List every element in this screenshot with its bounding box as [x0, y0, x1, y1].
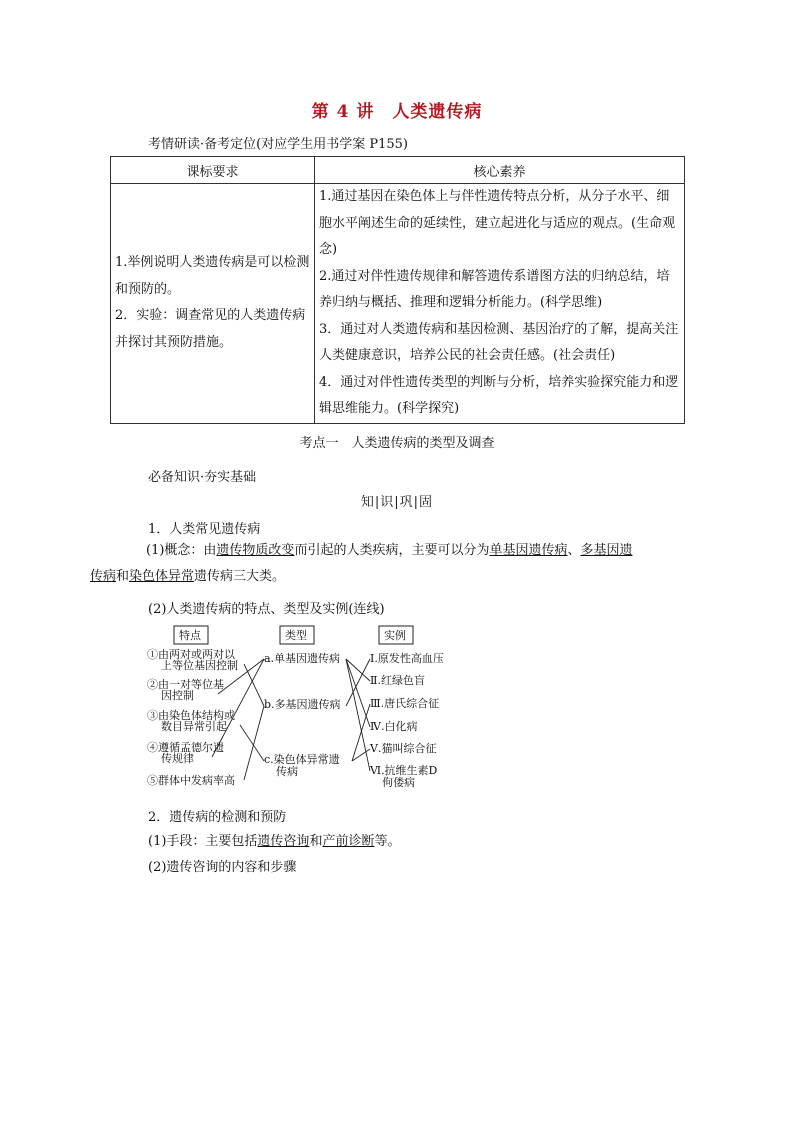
standards-cell	[111, 184, 315, 424]
item-2-2: (2)遗传咨询的内容和步骤	[148, 860, 297, 875]
feature-1-line2: 上等位基因控制	[161, 659, 238, 672]
item-1-heading: 1．人类常见遗传病	[148, 522, 261, 537]
page-title: 第 4 讲 人类遗传病	[311, 102, 483, 122]
literacy-item: 3．通过对人类遗传病和基因检测、基因治疗的了解，提高关注人类健康意识，培养公民的社会责任感。(社会责任)	[319, 321, 679, 363]
link-line	[346, 659, 370, 706]
section-title: 考点一 人类遗传病的类型及调查	[299, 436, 495, 451]
underline-term: 多基因遗	[580, 543, 633, 558]
type-c-line2: 传病	[276, 765, 298, 778]
header-examples: 实例	[384, 629, 406, 642]
header-types: 类型	[285, 629, 307, 642]
feature-3-line2: 数目异常引起	[161, 720, 227, 733]
section-subtitle: 必备知识·夯实基础	[148, 470, 257, 485]
underline-term: 产前诊断	[322, 834, 375, 849]
underline-term: 遗传物质改变	[216, 543, 295, 558]
type-a: a.单基因遗传病	[264, 652, 341, 665]
link-line	[240, 725, 264, 761]
example-6-line2: 佝偻病	[382, 776, 415, 789]
header-features: 特点	[179, 629, 201, 642]
link-line	[244, 664, 264, 706]
feature-4-line2: 传规律	[161, 752, 194, 765]
literacy-item: 2.通过对伴性遗传规律和解答遗传系谱图方法的归纳总结，培养归纳与概括、推理和逻辑分析能力。(科学思维)	[319, 268, 670, 310]
underline-term: 单基因遗传病	[489, 543, 568, 558]
concept-paragraph: (1)概念：由遗传物质改变而引起的人类疾病，主要可以分为单基因遗传病、多基因遗 传病和染色体异常遗传病三大类。	[90, 543, 633, 584]
literacy-cell	[315, 184, 685, 424]
standard-item: 1.举例说明人类遗传病是可以检测和预防的。	[115, 255, 310, 297]
feature-1-line1: ①由两对或两对以	[147, 648, 235, 661]
example-1: Ⅰ.原发性高血压	[370, 652, 444, 665]
feature-5: ⑤群体中发病率高	[147, 774, 235, 787]
subtitle: 考情研读·备考定位(对应学生用书学案 P155)	[148, 137, 408, 152]
item-1-2-heading: (2)人类遗传病的特点、类型及实例(连线)	[148, 602, 385, 617]
requirements-table	[110, 156, 685, 424]
example-3: Ⅲ.唐氏综合征	[370, 697, 440, 710]
feature-3-line1: ③由染色体结构或	[147, 709, 235, 722]
type-example-lines	[346, 659, 370, 771]
table-header-literacy: 核心素养	[315, 157, 685, 184]
literacy-item: 4．通过对伴性遗传类型的判断与分析，培养实验探究能力和逻辑思维能力。(科学探究)	[319, 374, 679, 416]
type-c-line1: c.染色体异常遗	[264, 753, 340, 766]
matching-diagram	[140, 620, 460, 795]
knowledge-label: 知|识|巩|固	[360, 495, 434, 510]
example-5: Ⅴ.猫叫综合征	[370, 742, 437, 755]
link-line	[352, 704, 370, 761]
literacy-item: 1.通过基因在染色体上与伴性遗传特点分析，从分子水平、细胞水平阐述生命的延续性，建立起进化与适应的观点。(生命观念)	[319, 189, 676, 257]
feature-2-line1: ②由一对等位基	[147, 678, 224, 691]
feature-2-line2: 因控制	[161, 689, 194, 702]
table-header-standards: 课标要求	[111, 157, 315, 184]
example-2: Ⅱ.红绿色盲	[370, 674, 425, 687]
item-2-1: (1)手段：主要包括遗传咨询和产前诊断等。	[148, 834, 401, 849]
example-6-line1: Ⅵ.抗维生素D	[370, 764, 438, 777]
link-line	[212, 659, 264, 757]
type-b: b.多基因遗传病	[264, 698, 341, 711]
underline-term: 遗传咨询	[257, 834, 310, 849]
item-2-heading: 2．遗传病的检测和预防	[148, 810, 287, 825]
example-4: Ⅳ.白化病	[370, 720, 418, 733]
underline-term: 染色体异常	[129, 569, 195, 584]
standard-item: 2．实验：调查常见的人类遗传病并探讨其预防措施。	[115, 308, 306, 350]
feature-4-line1: ④遵循孟德尔遗	[147, 741, 224, 754]
link-line	[244, 706, 264, 780]
